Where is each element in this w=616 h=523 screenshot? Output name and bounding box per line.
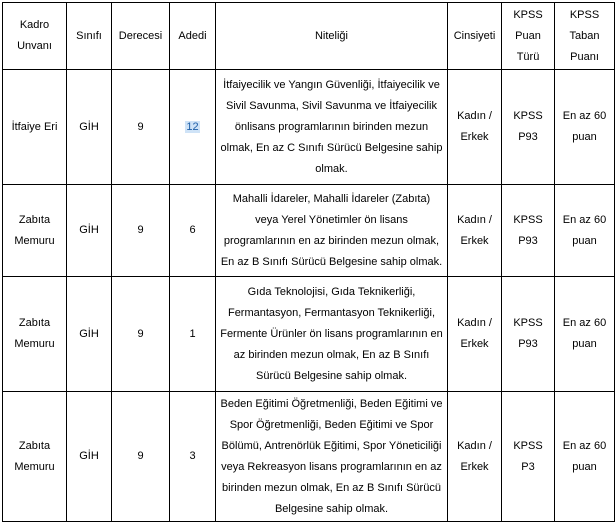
- highlighted-adedi: 12: [186, 120, 199, 133]
- cell-kadro-unvani: Zabıta Memuru: [3, 277, 67, 392]
- cell-kadro-unvani: İtfaiye Eri: [3, 70, 67, 185]
- header-derecesi: Derecesi: [112, 3, 170, 70]
- table-row: [3, 185, 615, 277]
- cell-kpss-puan-turu: KPSS P93: [502, 185, 555, 277]
- cell-kadro-unvani: Zabıta Memuru: [3, 185, 67, 277]
- cell-sinifi: GİH: [67, 70, 112, 185]
- cell-kpss-taban-puani: En az 60 puan: [555, 277, 615, 392]
- cell-adedi: [170, 70, 216, 185]
- table-row: [3, 277, 615, 392]
- kadro-table: [2, 2, 615, 522]
- header-adedi: Adedi: [170, 3, 216, 70]
- header-kpss-puan-turu: KPSS Puan Türü: [502, 3, 555, 70]
- cell-derecesi: 9: [112, 185, 170, 277]
- cell-cinsiyeti: Kadın / Erkek: [448, 185, 502, 277]
- header-row: [3, 3, 615, 70]
- cell-adedi: 3: [170, 392, 216, 522]
- cell-derecesi: 9: [112, 392, 170, 522]
- cell-cinsiyeti: Kadın / Erkek: [448, 70, 502, 185]
- cell-cinsiyeti: Kadın / Erkek: [448, 277, 502, 392]
- header-kpss-taban-puani: KPSS Taban Puanı: [555, 3, 615, 70]
- cell-kpss-taban-puani: En az 60 puan: [555, 70, 615, 185]
- cell-kpss-taban-puani: En az 60 puan: [555, 185, 615, 277]
- cell-derecesi: 9: [112, 70, 170, 185]
- header-sinifi: Sınıfı: [67, 3, 112, 70]
- header-niteligi: Niteliği: [216, 3, 448, 70]
- cell-niteligi: İtfaiyecilik ve Yangın Güvenliği, İtfaiyecilik ve Sivil Savunma, Sivil Savunma ve İtfaiyecilik önlisans programlarının birinden mezun olmak, En az C Sınıfı Sürücü Belgesine sahip olmak.: [216, 70, 448, 185]
- cell-kpss-taban-puani: En az 60 puan: [555, 392, 615, 522]
- cell-sinifi: GİH: [67, 277, 112, 392]
- cell-niteligi: Beden Eğitimi Öğretmenliği, Beden Eğitimi ve Spor Öğretmenliği, Beden Eğitimi ve Spor Bölümü, Antrenörlük Eğitimi, Spor Yöneticiliği veya Rekreasyon lisans programlarının en az birinden mezun olmak, En az B Sınıfı Sürücü Belgesine sahip olmak.: [216, 392, 448, 522]
- header-cinsiyeti: Cinsiyeti: [448, 3, 502, 70]
- cell-sinifi: GİH: [67, 392, 112, 522]
- cell-kpss-puan-turu: KPSS P3: [502, 392, 555, 522]
- cell-niteligi: Mahalli İdareler, Mahalli İdareler (Zabıta) veya Yerel Yönetimler ön lisans programlarının en az birinden mezun olmak, En az B Sınıfı Sürücü Belgesine sahip olmak.: [216, 185, 448, 277]
- cell-kadro-unvani: Zabıta Memuru: [3, 392, 67, 522]
- cell-adedi: 1: [170, 277, 216, 392]
- cell-sinifi: GİH: [67, 185, 112, 277]
- cell-derecesi: 9: [112, 277, 170, 392]
- cell-adedi: 6: [170, 185, 216, 277]
- header-kadro-unvani: Kadro Unvanı: [3, 3, 67, 70]
- cell-cinsiyeti: Kadın / Erkek: [448, 392, 502, 522]
- table-row: [3, 70, 615, 185]
- table-row: [3, 392, 615, 522]
- cell-niteligi: Gıda Teknolojisi, Gıda Teknikerliği, Fermantasyon, Fermantasyon Teknikerliği, Fermente Ürünler ön lisans programlarının en az birinden mezun olmak, En az B Sınıfı Sürücü Belgesine sahip olmak.: [216, 277, 448, 392]
- cell-kpss-puan-turu: KPSS P93: [502, 70, 555, 185]
- cell-kpss-puan-turu: KPSS P93: [502, 277, 555, 392]
